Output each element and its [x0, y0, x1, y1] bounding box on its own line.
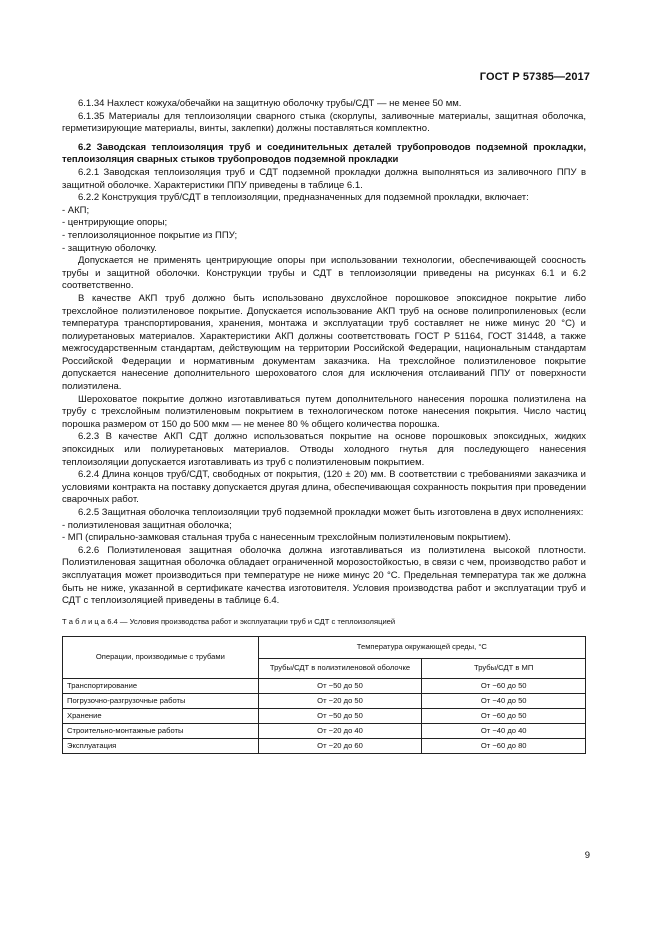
section-heading-6-2: 6.2 Заводская теплоизоляция труб и соединительных деталей трубопроводов подземной прокладки, теплоизоляция сварных стыков трубопроводов подземной прокладки: [62, 141, 586, 166]
table-cell-operation: Эксплуатация: [63, 738, 259, 753]
table-cell-operation: Строительно-монтажные работы: [63, 723, 259, 738]
list-item: - теплоизоляционное покрытие из ППУ;: [62, 229, 238, 241]
paragraph-rough-coating: Шероховатое покрытие должно изготавливаться путем дополнительного нанесения порошка полиэтилена на трубу с трехслойным полиэтиленовым покрытием в технологическом потоке нанесения покрытия. Число частиц порошка размером от 150 до 500 мкм — не менее 80 % общего количества порошка.: [62, 393, 586, 430]
paragraph-6-2-1: 6.2.1 Заводская теплоизоляция труб и СДТ подземной прокладки должна выполняться из заливочного ППУ в защитной оболочке. Характеристики ППУ приведены в таблице 6.1.: [62, 166, 586, 191]
table-cell-mp: От −40 до 40: [422, 723, 586, 738]
document-body: [62, 98, 586, 754]
paragraph-6-2-3: 6.2.3 В качестве АКП СДТ должно использоваться покрытие на основе порошковых эпоксидных, жидких эпоксидных или полиуретановых материалов. Отводы холодного гнутья для последующего нанесения теплоизоляции допускается изготавливать из труб с полиэтиленовым покрытием.: [62, 431, 586, 468]
table-cell-mp: От −60 до 80: [422, 738, 586, 753]
table-cell-operation: Транспортирование: [63, 678, 259, 693]
table-header-pe-sheath: Трубы/СДТ в полиэтиленовой оболочке: [258, 658, 422, 678]
table-header-operations: Операции, производимые с трубами: [63, 636, 259, 678]
conditions-table: [62, 636, 586, 754]
table-row: [63, 723, 586, 738]
list-item: - АКП;: [62, 204, 90, 216]
table-caption: Т а б л и ц а 6.4 — Условия производства работ и эксплуатации труб и СДТ с теплоизоляцией: [62, 616, 396, 626]
table-cell-operation: Погрузочно-разгрузочные работы: [63, 693, 259, 708]
table-cell-mp: От −60 до 50: [422, 678, 586, 693]
table-cell-pe: От −20 до 40: [258, 723, 422, 738]
table-cell-pe: От −50 до 50: [258, 678, 422, 693]
paragraph-6-2-2: 6.2.2 Конструкция труб/СДТ в теплоизоляции, предназначенных для подземной прокладки, включает:: [78, 192, 529, 204]
paragraph-akp-pipes: В качестве АКП труб должно быть использовано двухслойное порошковое эпоксидное покрытие либо трехслойное полиэтиленовое покрытие. Допускается использование АКП труб на основе полипропиленовых (если температура транспортирования, хранения, монтажа и эксплуатации труб составляет не ниже минус 20 °С) и полиуретановых материалов. Характеристики АКП должны соответствовать ГОСТ Р 51164, ГОСТ 31448, а также межгосударственным стандартам, действующим на территории Российской Федерации, национальным стандартам Российской Федерации и нормативным документам заказчика. На трехслойное полиэтиленовое покрытие допускается нанесение дополнительного шероховатого слоя для исключения отслаиваний ППУ от поверхности полиэтилена.: [62, 292, 586, 393]
paragraph-6-1-35: 6.1.35 Материалы для теплоизоляции сварного стыка (скорлупы, заливочные материалы, защитная оболочка, герметизирующие материалы, винты, заклепки) должны поставляться комплектно.: [62, 110, 586, 135]
table-cell-pe: От −20 до 60: [258, 738, 422, 753]
paragraph-6-2-4: 6.2.4 Длина концов труб/СДТ, свободных от покрытия, (120 ± 20) мм. В соответствии с требованиями заказчика и условиями контракта на поставку допускается другая длина, обеспечивающая сохранность покрытия при проведении сварочных работ.: [62, 469, 586, 506]
table-cell-pe: От −50 до 50: [258, 708, 422, 723]
document-header: ГОСТ Р 57385—2017: [479, 71, 590, 83]
table-cell-mp: От −60 до 50: [422, 708, 586, 723]
table-row: [63, 738, 586, 753]
table-cell-operation: Хранение: [63, 708, 259, 723]
list-item: - защитную оболочку.: [62, 242, 157, 254]
table-cell-pe: От −20 до 50: [258, 693, 422, 708]
page-number: 9: [584, 850, 590, 861]
list-item: - МП (спирально-замковая стальная труба с нанесенным трехслойным полиэтиленовым покрытием).: [62, 532, 511, 544]
paragraph-6-2-5: 6.2.5 Защитная оболочка теплоизоляции труб подземной прокладки может быть изготовлена в двух исполнениях:: [78, 507, 584, 518]
list-item: - центрирующие опоры;: [62, 217, 168, 229]
table-header-mp: Трубы/СДТ в МП: [422, 658, 586, 678]
table-row: [63, 708, 586, 723]
list-item: - полиэтиленовая защитная оболочка;: [62, 519, 232, 531]
paragraph-centering-supports: Допускается не применять центрирующие опоры при использовании технологии, обеспечивающей соосность трубы и защитной оболочки. Конструкции трубы и СДТ в теплоизоляции приведены на рисунках 6.1 и 6.2 соответственно.: [62, 255, 586, 292]
table-cell-mp: От −40 до 50: [422, 693, 586, 708]
table-header-temperature: Температура окружающей среды, °С: [258, 636, 585, 658]
table-row: [63, 693, 586, 708]
paragraph-6-2-6: 6.2.6 Полиэтиленовая защитная оболочка должна изготавливаться из полиэтилена высокой плотности. Полиэтиленовая защитная оболочка обладает ограниченной морозостойкостью, в связи с чем, производство работ и эксплуатация может производиться при температуре не ниже минус 20 °С. Предельная температура так же должна быть не ниже, указанной в сертификате качества изготовителя. Условия производства работ и эксплуатации труб и СДТ с теплоизоляцией приведены в таблице 6.4.: [62, 544, 586, 607]
table-row: [63, 678, 586, 693]
paragraph-6-1-34: 6.1.34 Нахлест кожуха/обечайки на защитную оболочку трубы/СДТ — не менее 50 мм.: [78, 98, 462, 109]
